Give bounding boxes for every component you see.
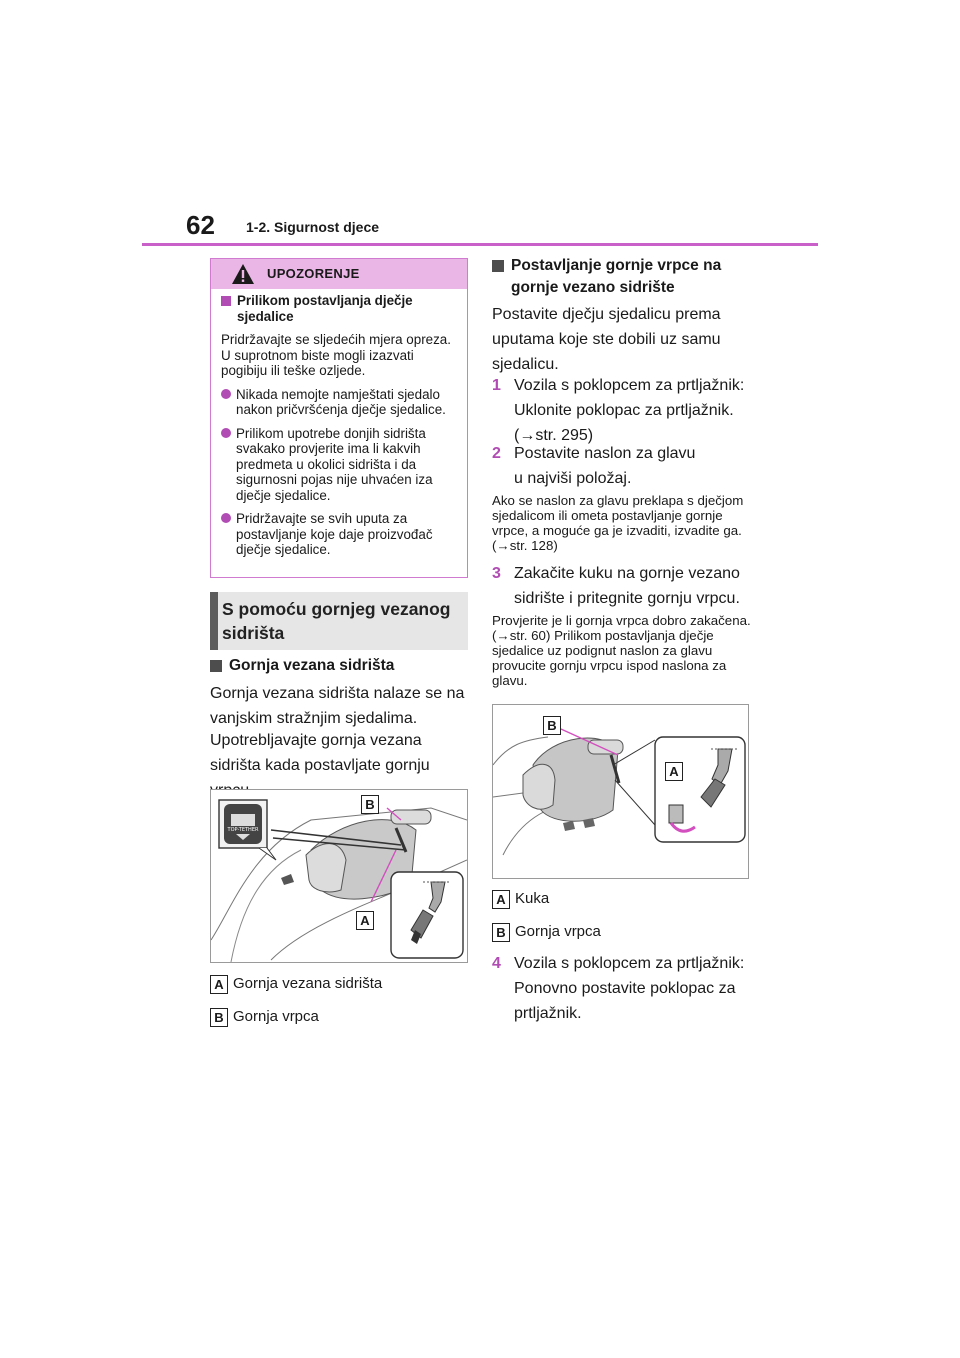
step-1 <box>492 373 754 448</box>
step-number: 2 <box>492 445 501 462</box>
label-a: A <box>356 911 374 930</box>
dot-bullet-icon <box>221 389 231 399</box>
warning-bullet-text: Prilikom upotrebe donjih sidrišta svakako provjerite ima li kakvih predmeta u okolici sidrišta i da sigurnosni pojas nije uhvaćen iza dječje sjedalice. <box>236 425 433 503</box>
square-bullet-icon <box>492 260 504 272</box>
top-tether-icon-text: TOP-TETHER <box>227 827 259 833</box>
step-text: Vozila s poklopcem za prtljažnik: Ponovno postavite poklopac za prtljažnik. <box>514 955 745 1022</box>
step-number: 4 <box>492 955 501 972</box>
left-subheading-text: Gornja vezana sidrišta <box>229 657 395 674</box>
warning-bullet <box>221 387 457 418</box>
legend-text: Gornja vrpca <box>233 1008 319 1025</box>
left-paragraph-2: Upotrebljavajte gornja vezana sidrišta kada postavljate gornju <box>210 732 430 774</box>
step-text: Postavite naslon za glavu u najviši položaj. <box>514 445 696 487</box>
warning-bullet-text: Nikada nemojte namještati sjedalo nakon pričvršćenja dječje sjedalice. <box>236 386 446 417</box>
right-subheading-text: Postavljanje gornje vrpce na gornje vezano sidrište <box>511 257 722 296</box>
step-2 <box>492 441 754 491</box>
warning-bullet-text: Pridržavajte se svih uputa za postavljanje koje daje proizvođač dječje sjedalice. <box>236 511 433 557</box>
step-number: 1 <box>492 377 501 394</box>
section-bar <box>210 592 218 650</box>
legend-text: Kuka <box>515 890 550 907</box>
square-bullet-icon <box>210 660 222 672</box>
hook-drawing <box>493 705 748 878</box>
warning-triangle-icon <box>231 263 255 285</box>
warning-header <box>211 259 467 289</box>
header-divider <box>142 243 818 246</box>
dot-bullet-icon <box>221 513 231 523</box>
legend-key: B <box>492 923 510 942</box>
left-subheading <box>210 655 470 677</box>
step-3 <box>492 561 754 611</box>
warning-subtitle-text: Prilikom postavljanja dječje sjedalice <box>237 293 413 324</box>
label-b: B <box>543 716 561 735</box>
legend-item <box>492 922 601 942</box>
step-2-note: Ako se naslon za glavu preklapa s dječjom sjedalicom ili ometa postavljanje gornje vrpce, a moguće ga je izvaditi, izvadite ga. (→str. 128) <box>492 493 744 553</box>
dot-bullet-icon <box>221 428 231 438</box>
legend-item <box>210 974 382 994</box>
warning-bullet <box>221 426 457 504</box>
warning-box <box>210 258 468 578</box>
page-number: 62 <box>186 210 215 240</box>
step-number: 3 <box>492 565 501 582</box>
left-paragraph-1: Gornja vezana sidrišta nalaze se na vanjskim stražnjim sjedalima. <box>210 685 465 727</box>
warning-intro: Pridržavajte se sljedećih mjera opreza. U suprotnom biste mogli izazvati pogibiju ili teške ozljede. <box>221 332 451 378</box>
hook-illustration <box>492 704 749 879</box>
legend-item <box>210 1007 319 1027</box>
tether-anchor-drawing <box>211 790 467 962</box>
label-b: B <box>361 795 379 814</box>
section-heading <box>210 592 468 650</box>
step-3-note: Provjerite je li gornja vrpca dobro zakačena. (→str. 60) Prilikom postavljanja dječje sjedalice uz podignut naslon za glavu provucite gornju vrpcu ispod naslona za glavu. <box>492 613 751 688</box>
warning-title: UPOZORENJE <box>267 266 360 281</box>
label-a: A <box>665 762 683 781</box>
warning-subtitle <box>221 293 457 324</box>
legend-item <box>492 889 549 909</box>
legend-key: B <box>210 1008 228 1027</box>
step-text: Zakačite kuku na gornje vezano sidrište i pritegnite gornju vrpcu. <box>514 565 740 607</box>
tether-anchor-illustration <box>210 789 468 963</box>
warning-bullet <box>221 511 457 558</box>
chapter-title: 1-2. Sigurnost djece <box>246 219 380 235</box>
legend-key: A <box>492 890 510 909</box>
step-4 <box>492 951 754 1026</box>
legend-text: Gornja vrpca <box>515 923 601 940</box>
legend-text: Gornja vezana sidrišta <box>233 975 383 992</box>
step-text: Vozila s poklopcem za prtljažnik: Uklonite poklopac za prtljažnik. (→str. 295) <box>514 377 745 444</box>
legend-key: A <box>210 975 228 994</box>
right-intro: Postavite dječju sjedalicu prema uputama koje ste dobili uz samu sjedalicu. <box>492 306 721 373</box>
square-bullet-icon <box>221 296 231 306</box>
right-subheading <box>492 255 752 299</box>
section-title: S pomoću gornjeg vezanog sidrišta <box>222 599 451 643</box>
